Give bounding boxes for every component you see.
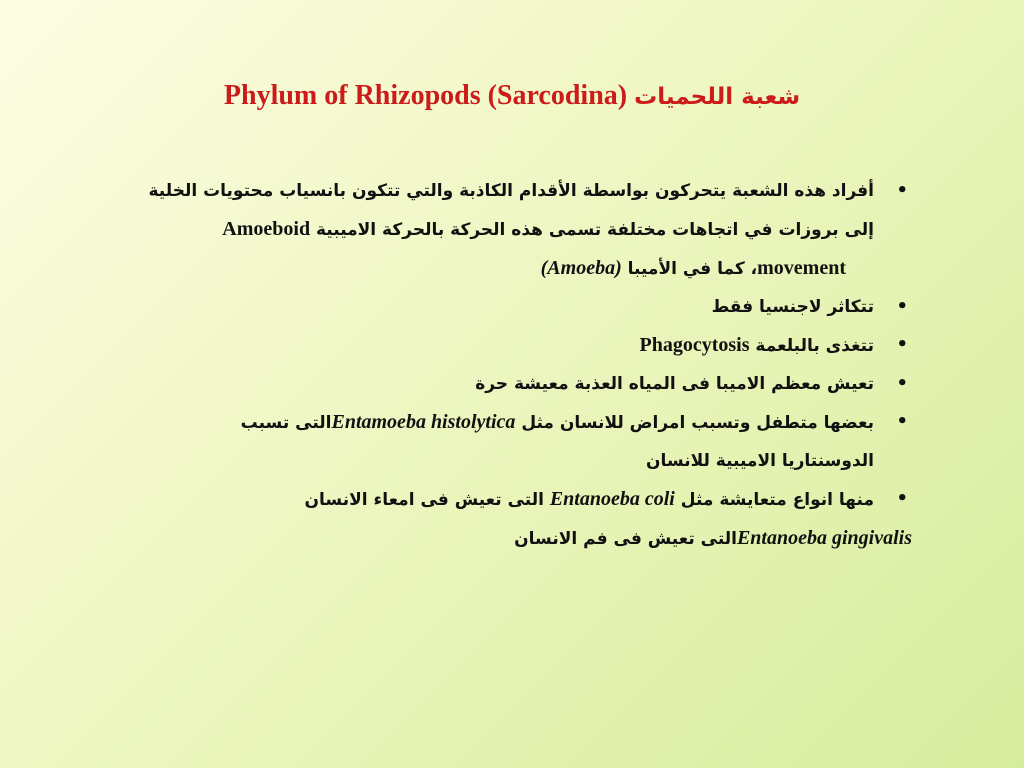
bullet-5-line-2: الدوسنتاريا الاميبية للانسان <box>646 451 874 471</box>
bullet-item-freshwater <box>80 365 908 403</box>
bullet-5-line-1 <box>80 403 874 442</box>
bullet-6-part-2: التى تعيش فى امعاء الانسان <box>304 490 544 510</box>
bullet-marker: • <box>896 296 908 317</box>
title-arabic: شعبة اللحميات <box>634 84 801 110</box>
bullet-1-term-amoeboid: Amoeboid <box>222 218 311 240</box>
bullet-1-term-movement: movement <box>757 257 846 279</box>
bullet-item-parasitic <box>80 403 908 480</box>
slide-title <box>0 76 1024 117</box>
bullet-1-line-3 <box>80 249 874 288</box>
bullet-6-part-1: منها انواع متعايشة مثل <box>680 490 874 510</box>
bullet-marker: • <box>896 334 908 355</box>
bullet-1-line-3-arabic: ، كما في الأميبا <box>627 259 758 279</box>
bullet-4-text: تعيش معظم الاميبا فى المياه العذبة معيشة حرة <box>475 374 874 394</box>
bullet-3-arabic: تتغذى بالبلعمة <box>755 336 874 356</box>
bullet-5-part-1: بعضها متطفل وتسبب امراض للانسان مثل <box>521 413 874 433</box>
bullet-list <box>80 172 912 558</box>
bullet-5-species: Entamoeba histolytica <box>331 411 516 433</box>
bullet-5-part-2: التى تسبب <box>240 413 332 433</box>
title-english: Phylum of Rhizopods (Sarcodina) <box>223 80 628 111</box>
bullet-item-commensal <box>80 480 908 519</box>
bullet-1-line-2 <box>80 210 874 249</box>
continuation-line <box>84 519 912 558</box>
bullet-marker: • <box>896 411 908 432</box>
bullet-marker: • <box>896 488 908 509</box>
continuation-text: التى تعيش فى فم الانسان <box>514 529 737 549</box>
continuation-species: Entanoeba gingivalis <box>736 527 912 549</box>
bullet-1-term-amoeba: (Amoeba) <box>540 257 622 279</box>
bullet-item-amoeboid-movement <box>80 172 908 288</box>
bullet-item-asexual-reproduction <box>80 288 908 326</box>
bullet-3-term-phagocytosis: Phagocytosis <box>639 334 750 356</box>
bullet-marker: • <box>896 373 908 394</box>
bullet-item-phagocytosis <box>80 326 908 365</box>
bullet-1-line-2-arabic: إلى بروزات في اتجاهات مختلفة تسمى هذه الحركة بالحركة الاميبية <box>316 220 874 240</box>
bullet-marker: • <box>896 180 908 201</box>
bullet-1-line-1: أفراد هذه الشعبة يتحركون بواسطة الأقدام الكاذبة والتي تتكون بانسياب محتويات الخلية <box>148 181 874 201</box>
bullet-6-species: Entanoeba coli <box>549 488 675 510</box>
bullet-2-text: تتكاثر لاجنسيا فقط <box>711 297 874 317</box>
